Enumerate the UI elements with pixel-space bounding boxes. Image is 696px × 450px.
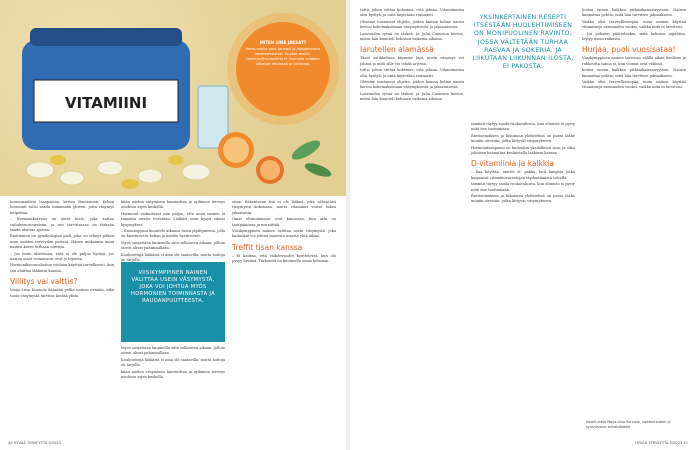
paragraph: Hormonitasapaino on kuitenkin yksilöllinen asia, ja siksi jokaisen kannattaa keskustella lääkärin kanssa.	[471, 145, 575, 156]
paragraph: – Jos pöksien päätteleekin, mitä kehossa tapahtuu, löytyy usein ratkaisu.	[582, 31, 686, 42]
paragraph: Vaikka olisi terveellisempää, moni nainen käyttää vitamiineja varmuuden vuoksi, vaikka niitä ei tarvitsisi.	[582, 80, 686, 90]
paragraph: Hormonikorvaushoitoa voidaan käyttää turvallisesti, kun sen aloittaa lääkärin kanssa.	[10, 263, 114, 273]
left-column-2-lower	[121, 346, 225, 438]
paragraph: sissa. Rakentavaa lisä ei ole lääkeä, joka vähentäisi väsymystä kokonaan, mutta vitamiinit voivat tukea jaksamista.	[232, 200, 336, 215]
paragraph: tamiinit täytyy saada ruokavaliosta, kun elimistö ei pysty niitä itse tuottamaan.	[471, 182, 575, 192]
paragraph: – Hormonikorvaus on ainut hoito, joka auttaa vaihdevuosioireisiin, ja sen tarvittaessa on tärkeää saada aloittaa ajoissa.	[10, 217, 114, 233]
paragraph: Olemme toistaneet ohjeita, joiden kanssa kolme naista kertoo kokemuksistaan väsymyksestä ja jaksamisesta.	[360, 19, 464, 30]
paragraph: Laavuuden rytmi on tärkeä, ja Julia Cameron kertoo, miten hän kuunteli kehoaan vaikeina aikoina.	[360, 91, 464, 102]
paragraph: Olemme toistaneet ohjeita, joiden kanssa kolme naista kertoo kokemuksistaan väsymyksestä ja jaksamisesta.	[360, 80, 464, 90]
folio: HYVÄÄ TERVEYTTÄ 5/2023 41	[635, 441, 688, 445]
paragraph: Viisikymppinen nainen valittaa usein väsymystä, joka kuitenkin voi johtua monesta asiasta yhtä aikaa.	[232, 229, 336, 239]
paragraph: Laavuuden rytmi on tärkeä, ja Julia Cameron kertoo, miten hän kuunteli kehoaan vaikeina aikoina.	[360, 31, 464, 42]
subheading: Hurjaa, puoli vuosisataa!	[582, 45, 676, 55]
paragraph: tuttu, johon viittaa kokemus, että jaksaa. Vitamiineista olisi hyötyä, ja niitä käytetään runsaasti.	[360, 68, 464, 78]
folio: 40 HYVÄÄ TERVEYTTÄ 5/2023	[8, 441, 61, 445]
paragraph: hoitoa ennen kaikkea pitkäaikaissairyyteen. Naisen kannattaa pohtia, mitä hän tarvitsee jaksaakseen.	[582, 8, 686, 18]
vitamin-illustration	[0, 0, 346, 196]
paragraph: Myös suojattava kuunnella siitä sellaiseen aikaan, jolloin oireet olivat pahimmillaan.	[121, 346, 225, 356]
pull-quote: VIISIKYMPPINEN NAINEN VALITTAA USEIN VÄSYMYSTÄ, JOKA VOI JOHTUA MYÖS HORMONIEN TOIMINNASTA JA RAUDANPUUTTEESTA.	[121, 262, 225, 342]
right-column-2	[471, 122, 575, 438]
paragraph: tuttu, johon viittaa kokemus, että jaksaa. Vitamiineista olisi hyötyä, ja niitä käytetään runsaasti.	[360, 8, 464, 18]
paragraph: Rautiainen on gynekologian pioli, joka on tehnyt pitkän uran naisten terveyden parissa. Hänen mukaansa moni nainen kärsii turhaan oireista.	[10, 234, 114, 250]
paragraph: Tässä artikkelissa käymme läpi, mistä väsymys voi johtua ja mitä sille voi tehdä arjessa.	[360, 56, 464, 66]
paragraph: hoitoa ennen kaikkea pitkäaikaissairyyteen. Naisen kannattaa pohtia, mitä hän tarvitsee jaksaakseen.	[582, 68, 686, 78]
bottle-label: VITAMIINI	[64, 94, 148, 112]
paragraph: Viisikymppinen nainen tarvitsee välillä aikaa itselleen ja rohkeutta sanoa ei, kun voimat ovat vähissä.	[582, 56, 686, 66]
left-column-1	[10, 200, 114, 438]
paragraph: kään mielen väsyminen kuormittaa ja sydämen terveys unohtuu arjen keskellä.	[121, 200, 225, 210]
paragraph: Koulutettuja lääkäriä ei aina ole saatavilla, mutta hoitoja on tarjolla.	[121, 357, 225, 368]
callout-bubble	[236, 22, 330, 116]
right-column-3	[582, 8, 686, 388]
callout-body: Kerro meille oma tarinasi ja jaksamisesta kokemuksistasi. Kirjoita meille: toimitus@sydanliitto.fi. Tarinoita voidaan julkaista lehdessä ja verkossa.	[246, 47, 320, 66]
paragraph: Hormonit vaikuttavat niin paljon, että moni nainen ei tunnista oireita itsestään. Lääkäri osaa kysyä oikeat kysymykset.	[121, 211, 225, 227]
paragraph: kään mielen väsyminen kuormittaa ja sydämen terveys unohtuu arjen keskellä.	[121, 369, 225, 380]
paragraph: – Ei haittaa, että vaihdevuodet koettelevat, kun olo pysyy hyvänä. Tärkeintä on kuunnella omaa kehoaan.	[232, 253, 336, 264]
right-page	[350, 0, 696, 450]
pull-quote: YKSINKERTAINEN RESEPTI ITSESTÄÄN HUOLEHTIMISEEN ON MONIPUOLINEN RAVINTO, JOSSA VÄLTETÄÄN TURHAA RASVAA JA SOKERIA, JA LIIKUTAAN LIIKUNNAN ILOSTA, EI PAKOSTA.	[472, 14, 574, 71]
subheading: Iarutellen alamässä	[360, 45, 434, 55]
paragraph: Koulutettuja lääkäriä ei aina ole saatavilla, mutta hoitoja on tarjolla.	[121, 252, 225, 263]
paragraph: Omat elintoiminnot ovat kunnossa, kun arki on tasapainossa ja uni riittää.	[232, 217, 336, 227]
paragraph: Ravitsemuksen ja liikunnan yhdistelmä on paras lääke moniin oireisiin, jotka liittyvät väsymykseen.	[471, 194, 575, 204]
left-column-3	[232, 200, 336, 438]
paragraph: Myös suojattava kuunnella siitä sellaiseen aikaan, jolloin oireet olivat pahimmillaan.	[121, 240, 225, 251]
expert-byline: Asiantuntija Maija-Liisa Kunnola, naistentautien ja synnytysten erikoislääkäri.	[586, 420, 671, 430]
subheading: Villitys vai valttis?	[10, 277, 78, 287]
paragraph: Ravitsemuksen ja liikunnan yhdistelmä on paras lääke moniin oireisiin, jotka liittyvät väsymykseen.	[471, 133, 575, 144]
paragraph: hormonaalista tasapainoa, kertoo Rautiainen. Kehon hormonit tulisi saada toimimaan yhteen, jotta väsymys helpottaa.	[10, 200, 114, 215]
left-page	[0, 0, 346, 450]
subheading: Treffit tisan kanssa	[232, 242, 303, 252]
paragraph: Maija-Liisa Kunnola kääntää pellin nainen nenään, eikä tuota väsymystä tarvitse kestää yksin.	[10, 288, 114, 298]
paragraph: – Kuunnoppasi kuuntele aikansa tuota jäpittyneenä, jolla on kuormitettu kehon ja mielen hyvinvointi.	[121, 229, 225, 239]
left-column-2	[121, 200, 225, 263]
paragraph: Vaikka olisi terveellisempää, moni nainen käyttää vitamiineja varmuuden vuoksi, vaikka niitä ei tarvitsisi.	[582, 19, 686, 30]
paragraph: – Jos hoito aloitetaan, siitä ei ole paljoa hyötyä, jos naisen omat voimavarat ovat jo lopussa.	[10, 251, 114, 262]
right-column-1	[360, 8, 464, 438]
subheading: D-vitamiinia ja kalkkia	[471, 159, 554, 169]
callout-title: MITEN SINÄ JAKSAT?	[259, 40, 307, 45]
paragraph: – Saa käyttää, muttei ol' pakko, heil lampeja jotka kaipaavat vitamiinivarastojen täydentämistä talvella.	[471, 170, 575, 180]
paragraph: tamiinit täytyy saada ruokavaliosta, kun elimistö ei pysty niitä itse tuottamaan.	[471, 122, 575, 132]
